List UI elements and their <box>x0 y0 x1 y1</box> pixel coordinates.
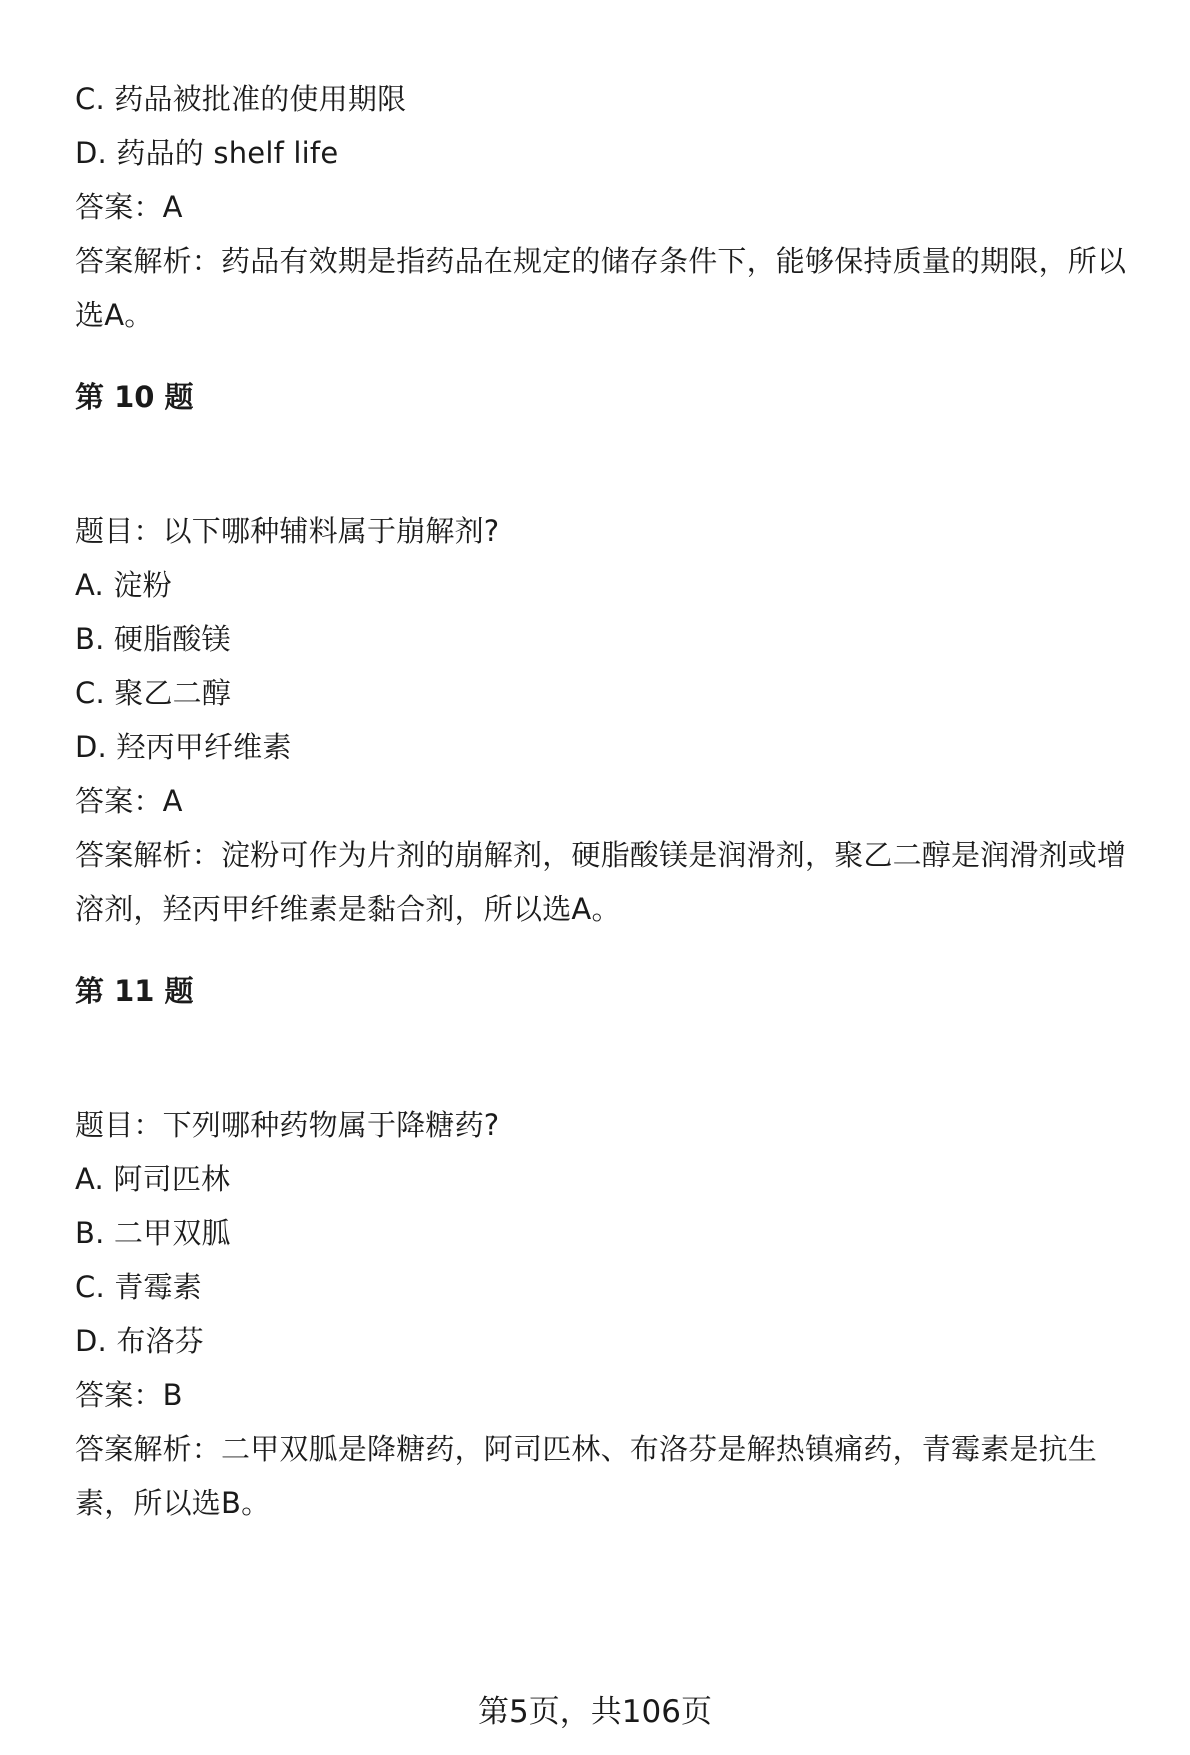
page-indicator: 第5页，共106页 <box>478 1694 712 1730</box>
option-c: C. 药品被批准的使用期限 <box>75 82 407 116</box>
option-b: B. 二甲双胍 <box>75 1216 231 1250</box>
explanation-line: 素，所以选B。 <box>75 1486 271 1520</box>
answer: 答案：A <box>75 190 183 224</box>
explanation-line: 答案解析：二甲双胍是降糖药，阿司匹林、布洛芬是解热镇痛药，青霉素是抗生 <box>75 1432 1098 1466</box>
explanation-line: 答案解析：淀粉可作为片剂的崩解剂，硬脂酸镁是润滑剂，聚乙二醇是润滑剂或增 <box>75 838 1127 872</box>
option-c: C. 聚乙二醇 <box>75 676 232 710</box>
explanation-line: 选A。 <box>75 298 154 332</box>
option-a: A. 阿司匹林 <box>75 1162 231 1196</box>
question-stem: 题目：以下哪种辅料属于崩解剂? <box>75 514 500 548</box>
question-heading: 第 11 题 <box>75 974 194 1008</box>
question-heading: 第 10 题 <box>75 380 194 414</box>
question-stem: 题目：下列哪种药物属于降糖药? <box>75 1108 500 1142</box>
option-d: D. 羟丙甲纤维素 <box>75 730 292 764</box>
explanation-line: 溶剂，羟丙甲纤维素是黏合剂，所以选A。 <box>75 892 621 926</box>
option-b: B. 硬脂酸镁 <box>75 622 231 656</box>
option-c: C. 青霉素 <box>75 1270 202 1304</box>
explanation-line: 答案解析：药品有效期是指药品在规定的储存条件下，能够保持质量的期限，所以 <box>75 244 1127 278</box>
option-a: A. 淀粉 <box>75 568 172 602</box>
answer: 答案：A <box>75 784 183 818</box>
answer: 答案：B <box>75 1378 183 1412</box>
option-d: D. 药品的 shelf life <box>75 136 339 170</box>
option-d: D. 布洛芬 <box>75 1324 204 1358</box>
